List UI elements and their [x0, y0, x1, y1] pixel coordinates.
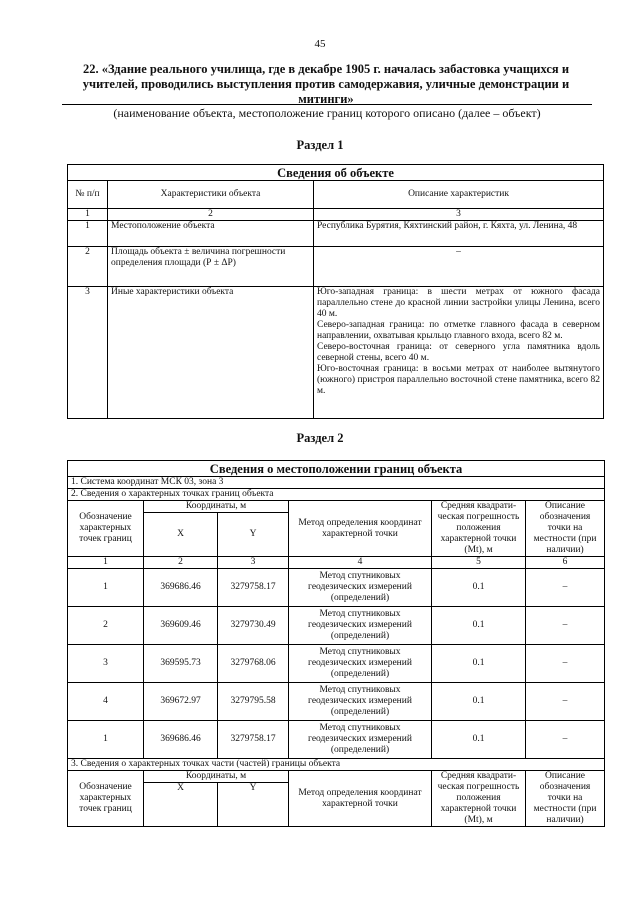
- row-characteristic: Площадь объекта ± величина погрешности определения площади (Р ± ΔР): [108, 247, 314, 287]
- object-info-table: [67, 164, 604, 419]
- table-row: [68, 247, 604, 287]
- document-title: 22. «Здание реального училища, где в декабре 1905 г. началась забастовка учащихся и учителей, проводились выступления против самодержавия, уличные демонстрации и митинги»: [82, 62, 570, 106]
- column-number: 1: [68, 209, 108, 221]
- point-x: 369686.46: [144, 721, 218, 759]
- boundary-southwest: Юго-западная граница: в шести метрах от южного фасада параллельно стене до красной линии застройки улицы Ленина, всего 40 м.: [317, 287, 601, 319]
- page-number: 45: [314, 38, 326, 50]
- table-row: [68, 287, 604, 419]
- point-method: Метод спутниковых геодезических измерений (определений): [289, 683, 432, 721]
- point-error: 0.1: [432, 683, 526, 721]
- header-point: Обозначение характерных точек границ: [68, 501, 144, 557]
- boundary-points-table: [67, 460, 605, 827]
- table-row: [68, 721, 605, 759]
- point-y: 3279730.49: [218, 607, 289, 645]
- row-description: –: [314, 247, 604, 287]
- row-description: Республика Бурятия, Кяхтинский район, г. Кяхта, ул. Ленина, 48: [314, 221, 604, 247]
- column-number: 1: [68, 557, 144, 569]
- header-method: Метод определения координат характерной точки: [289, 771, 432, 827]
- column-number: 3: [314, 209, 604, 221]
- point-y: 3279768.06: [218, 645, 289, 683]
- header-y: Y: [218, 783, 289, 827]
- table-row: [68, 645, 605, 683]
- point-method: Метод спутниковых геодезических измерений (определений): [289, 607, 432, 645]
- header-x: X: [144, 513, 218, 557]
- row-characteristic: Иные характеристики объекта: [108, 287, 314, 419]
- point-x: 369672.97: [144, 683, 218, 721]
- header-num: № п/п: [68, 181, 108, 209]
- header-desc: Описание обозначения точки на местности (при наличии): [526, 501, 605, 557]
- boundary-southeast: Юго-восточная граница: в восьми метрах от наиболее вытянутого (южного) пристроя параллельно восточной стене памятника, всего 82 м.: [317, 364, 601, 396]
- point-error: 0.1: [432, 645, 526, 683]
- point-x: 369595.73: [144, 645, 218, 683]
- point-x: 369686.46: [144, 569, 218, 607]
- boundary-table-caption: Сведения о местоположении границ объекта: [68, 461, 605, 477]
- header-y: Y: [218, 513, 289, 557]
- point-id: 2: [68, 607, 144, 645]
- table-row: [68, 683, 605, 721]
- point-y: 3279758.17: [218, 569, 289, 607]
- column-number: 4: [289, 557, 432, 569]
- title-caption: (наименование объекта, местоположение границ которого описано (далее – объект): [113, 106, 541, 120]
- header-description: Описание характеристик: [314, 181, 604, 209]
- header-point: Обозначение характерных точек границ: [68, 771, 144, 827]
- column-number: 2: [108, 209, 314, 221]
- point-y: 3279795.58: [218, 683, 289, 721]
- point-id: 3: [68, 645, 144, 683]
- row-num: 2: [68, 247, 108, 287]
- row-description: [314, 287, 604, 419]
- row-num: 1: [68, 221, 108, 247]
- point-desc: –: [526, 607, 605, 645]
- boundary-northwest: Северо-западная граница: по отметке главного фасада в северном направлении, охватывая крыльцо главного входа, всего 82 м.: [317, 320, 601, 341]
- point-error: 0.1: [432, 721, 526, 759]
- boundary-points-line: 2. Сведения о характерных точках границ объекта: [68, 489, 605, 501]
- row-characteristic: Местоположение объекта: [108, 221, 314, 247]
- point-method: Метод спутниковых геодезических измерений (определений): [289, 721, 432, 759]
- point-id: 1: [68, 721, 144, 759]
- point-y: 3279758.17: [218, 721, 289, 759]
- header-coords: Координаты, м: [144, 501, 289, 513]
- header-method: Метод определения координат характерной точки: [289, 501, 432, 557]
- header-characteristic: Характеристики объекта: [108, 181, 314, 209]
- column-number: 6: [526, 557, 605, 569]
- table-row: [68, 607, 605, 645]
- header-x: X: [144, 783, 218, 827]
- header-error: Средняя квадрати-ческая погрешность положения характерной точки (Mt), м: [432, 501, 526, 557]
- point-error: 0.1: [432, 607, 526, 645]
- coordinate-system-line: 1. Система координат МСК 03, зона 3: [68, 477, 605, 489]
- row-num: 3: [68, 287, 108, 419]
- column-number: 3: [218, 557, 289, 569]
- part-boundary-line: 3. Сведения о характерных точках части (частей) границы объекта: [68, 759, 605, 771]
- point-x: 369609.46: [144, 607, 218, 645]
- header-error: Средняя квадрати-ческая погрешность положения характерной точки (Mt), м: [432, 771, 526, 827]
- object-info-caption: Сведения об объекте: [68, 165, 604, 181]
- point-desc: –: [526, 721, 605, 759]
- boundary-northeast: Северо-восточная граница: от северного угла памятника вдоль северной стены, всего 40 м.: [317, 342, 601, 363]
- column-number: 2: [144, 557, 218, 569]
- point-method: Метод спутниковых геодезических измерений (определений): [289, 569, 432, 607]
- table-row: [68, 569, 605, 607]
- point-id: 1: [68, 569, 144, 607]
- header-coords: Координаты, м: [144, 771, 289, 783]
- point-desc: –: [526, 645, 605, 683]
- point-method: Метод спутниковых геодезических измерений (определений): [289, 645, 432, 683]
- point-desc: –: [526, 683, 605, 721]
- point-error: 0.1: [432, 569, 526, 607]
- header-desc: Описание обозначения точки на местности (при наличии): [526, 771, 605, 827]
- section-1-heading: Раздел 1: [296, 138, 344, 152]
- point-desc: –: [526, 569, 605, 607]
- title-underline: [62, 104, 592, 105]
- column-number: 5: [432, 557, 526, 569]
- section-2-heading: Раздел 2: [296, 431, 344, 445]
- point-id: 4: [68, 683, 144, 721]
- table-row: [68, 221, 604, 247]
